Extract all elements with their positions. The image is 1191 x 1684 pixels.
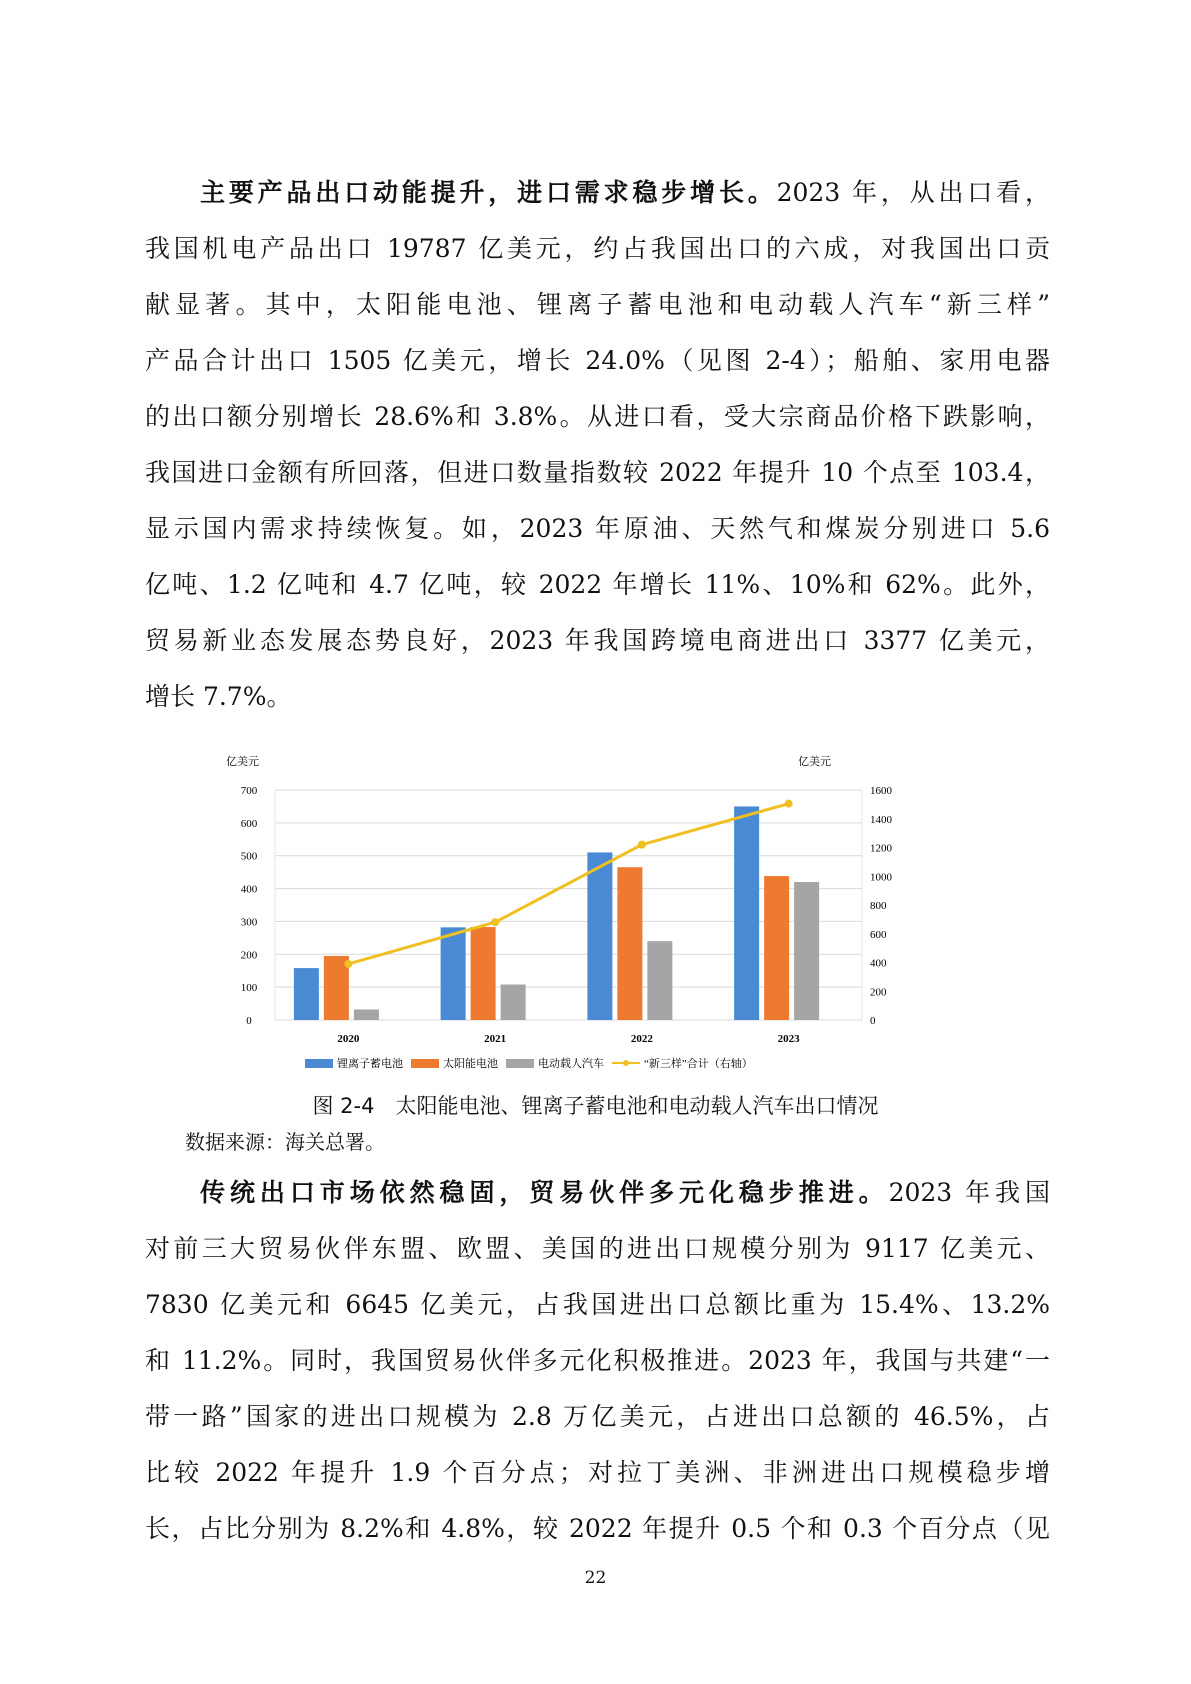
legend-swatch [305,1059,333,1068]
y-right-tick-label: 1000 [870,871,892,884]
para1-line: 增长 7.7%。 [145,682,292,711]
para1-line: 献显著。其中，太阳能电池、锂离子蓄电池和电动载人汽车“新三样” [145,290,1050,319]
para1-line: 的出口额分别增长 28.6%和 3.8%。从进口看，受大宗商品价格下跌影响， [145,402,1050,431]
para1-first-rest: 2023 年，从出口看， [776,178,1050,207]
legend-marker [623,1060,629,1066]
page-number: 22 [584,1568,607,1588]
y-right-tick-label: 1600 [870,785,892,797]
x-tick-label: 2022 [630,1033,653,1045]
x-tick-label: 2023 [777,1033,800,1045]
figure-caption: 图 2-4 太阳能电池、锂离子蓄电池和电动载人汽车出口情况 [312,1094,879,1118]
legend-label: 电动载人汽车 [538,1058,604,1070]
total-line-point [344,960,352,968]
para1-line: 亿吨、1.2 亿吨和 4.7 亿吨，较 2022 年增长 11%、10%和 62%。此外， [145,570,1050,599]
para1-line: 我国机电产品出口 19787 亿美元，约占我国出口的六成，对我国出口贡 [145,234,1050,263]
x-tick-label: 2020 [337,1033,360,1045]
bar-2 [794,882,819,1020]
para2-first-rest: 2023 年我国 [888,1178,1050,1207]
bar-2 [501,985,526,1020]
total-line [348,804,788,964]
y-right-tick-label: 0 [870,1015,876,1027]
bar-0 [734,806,759,1020]
para1-line: 贸易新业态发展态势良好，2023 年我国跨境电商进出口 3377 亿美元， [145,626,1050,655]
bar-0 [587,852,612,1020]
y-right-tick-label: 200 [870,986,887,999]
para1-line: 我国进口金额有所回落，但进口数量指数较 2022 年提升 10 个点至 103.4， [145,458,1050,487]
y-left-unit: 亿美元 [226,756,259,768]
total-line-point [785,800,793,808]
total-line-point [638,841,646,849]
legend-label: 锂离子蓄电池 [337,1058,403,1070]
legend-label: 太阳能电池 [443,1058,498,1070]
para2-lead: 传统出口市场依然稳固，贸易伙伴多元化稳步推进。 [200,1178,889,1207]
y-right-tick-label: 800 [870,900,887,912]
bar-1 [617,867,642,1020]
bar-0 [294,968,319,1020]
x-tick-label: 2021 [484,1033,507,1045]
figure-source: 数据来源：海关总署。 [185,1130,385,1154]
legend-swatch [411,1059,439,1068]
para2-line: 和 11.2%。同时，我国贸易伙伴多元化积极推进。2023 年，我国与共建“一 [145,1346,1050,1375]
y-left-tick-label: 400 [240,883,258,896]
para2-line: 带一路”国家的进出口规模为 2.8 万亿美元，占进出口总额的 46.5%，占 [145,1402,1050,1431]
y-left-tick-label: 0 [246,1015,252,1027]
para1-lead: 主要产品出口动能提升，进口需求稳步增长。 [200,178,777,207]
bar-2 [647,941,672,1020]
bar-1 [471,927,496,1020]
y-left-tick-label: 300 [240,916,258,929]
para2-first-line [200,1178,1050,1208]
y-right-tick-label: 400 [870,957,887,970]
y-left-tick-label: 100 [240,982,258,995]
para2-line: 对前三大贸易伙伴东盟、欧盟、美国的进出口规模分别为 9117 亿美元、 [145,1234,1050,1263]
para1-line: 产品合计出口 1505 亿美元，增长 24.0%（见图 2-4）；船舶、家用电器 [145,346,1050,375]
total-line-point [491,918,499,926]
y-left-tick-label: 200 [240,949,258,962]
para2-line: 7830 亿美元和 6645 亿美元，占我国进出口总额比重为 15.4%、13.2% [145,1290,1050,1319]
para1-line: 显示国内需求持续恢复。如，2023 年原油、天然气和煤炭分别进口 5.6 [145,514,1050,543]
y-right-unit: 亿美元 [798,756,831,768]
legend-label: “新三样”合计（右轴） [644,1058,753,1070]
y-right-tick-label: 1400 [870,813,892,826]
bar-1 [764,876,789,1020]
y-right-tick-label: 1200 [870,842,892,855]
bar-0 [441,927,466,1020]
y-right-tick-label: 600 [870,928,887,941]
y-left-tick-label: 600 [240,817,258,830]
para2-line: 长，占比分别为 8.2%和 4.8%，较 2022 年提升 0.5 个和 0.3 个百分点（见 [145,1514,1050,1543]
y-left-tick-label: 500 [240,850,258,863]
legend-swatch [506,1059,534,1068]
para1-first-line [200,178,1050,208]
para2-line: 比较 2022 年提升 1.9 个百分点；对拉丁美洲、非洲进出口规模稳步增 [145,1458,1050,1487]
y-left-tick-label: 700 [240,785,258,797]
export-chart [220,745,900,1085]
bar-2 [354,1009,379,1020]
